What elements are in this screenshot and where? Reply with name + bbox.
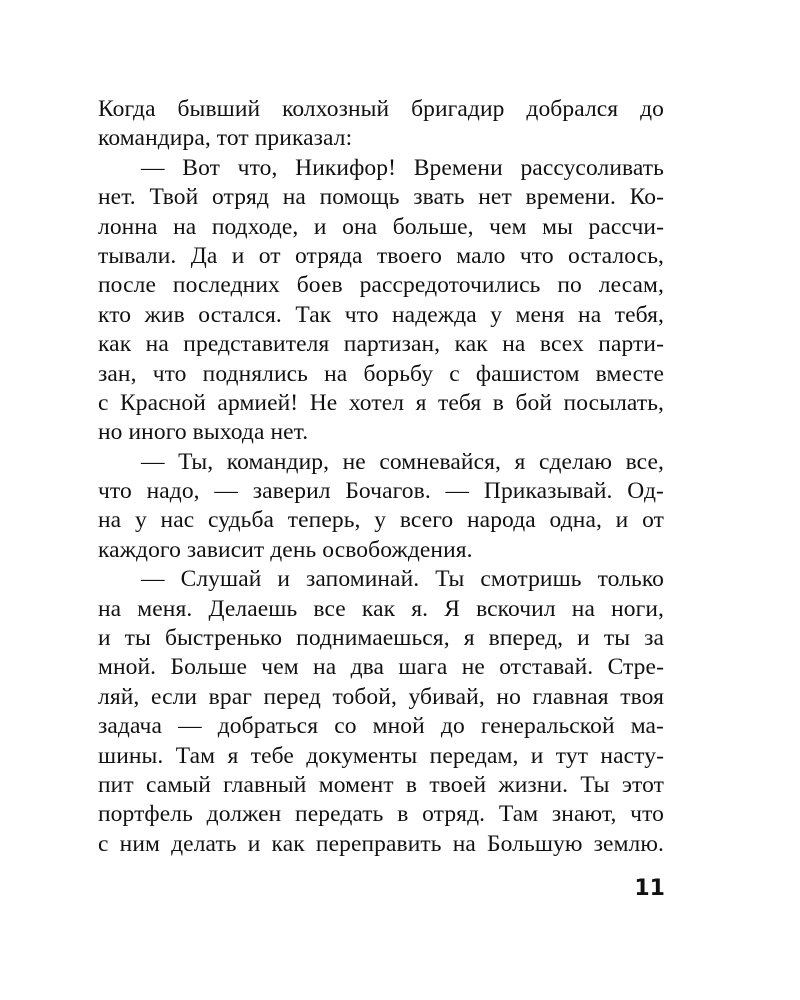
- text-line: портфель должен передать в отряд. Там знают, что: [98, 801, 664, 828]
- body-text: [98, 95, 664, 859]
- text-line: командира, тот приказал:: [98, 125, 353, 152]
- text-line: после последних боев рассредоточились по лесам,: [98, 272, 664, 299]
- text-line: но иного выхода нет.: [98, 419, 309, 446]
- text-line: с ним делать и как переправить на Большую землю.: [98, 830, 664, 857]
- text-line: на у нас судьба теперь, у всего народа одна, и от: [98, 507, 664, 534]
- text-line: мной. Больше чем на два шага не отставай. Стре-: [98, 654, 664, 681]
- text-line: как на представителя партизан, как на всех парти-: [98, 331, 664, 358]
- text-line: — Ты, командир, не сомневайся, я сделаю все,: [141, 448, 664, 475]
- text-line: Когда бывший колхозный бригадир добрался до: [98, 96, 664, 122]
- page-number: 11: [634, 876, 665, 901]
- text-line: с Красной армией! Не хотел я тебя в бой посылать,: [98, 389, 664, 416]
- text-line: тывали. Да и от отряда твоего мало что осталось,: [98, 242, 664, 269]
- text-line: — Слушай и запоминай. Ты смотришь только: [141, 566, 664, 593]
- text-line: ляй, если враг перед тобой, убивай, но главная твоя: [98, 683, 664, 710]
- text-line: что надо, — заверил Бочагов. — Приказывай. Од-: [98, 478, 664, 505]
- text-line: задача — добраться со мной до генеральской ма-: [98, 713, 664, 740]
- text-line: пит самый главный момент в твоей жизни. Ты этот: [98, 771, 664, 798]
- text-line: лонна на подходе, и она больше, чем мы рассчи-: [98, 213, 664, 240]
- text-line: зан, что поднялись на борьбу с фашистом вместе: [98, 360, 664, 387]
- text-line: кто жив остался. Так что надежда у меня на тебя,: [98, 301, 664, 328]
- text-line: на меня. Делаешь все как я. Я вскочил на ноги,: [98, 595, 664, 622]
- text-line: и ты быстренько поднимаешься, я вперед, и ты за: [98, 625, 664, 652]
- text-line: — Вот что, Никифор! Времени рассусоливать: [141, 154, 664, 181]
- text-line: нет. Твой отряд на помощь звать нет времени. Ко-: [98, 184, 664, 211]
- text-line: шины. Там я тебе документы передам, и тут насту-: [98, 742, 664, 769]
- text-line: каждого зависит день освобождения.: [98, 536, 473, 563]
